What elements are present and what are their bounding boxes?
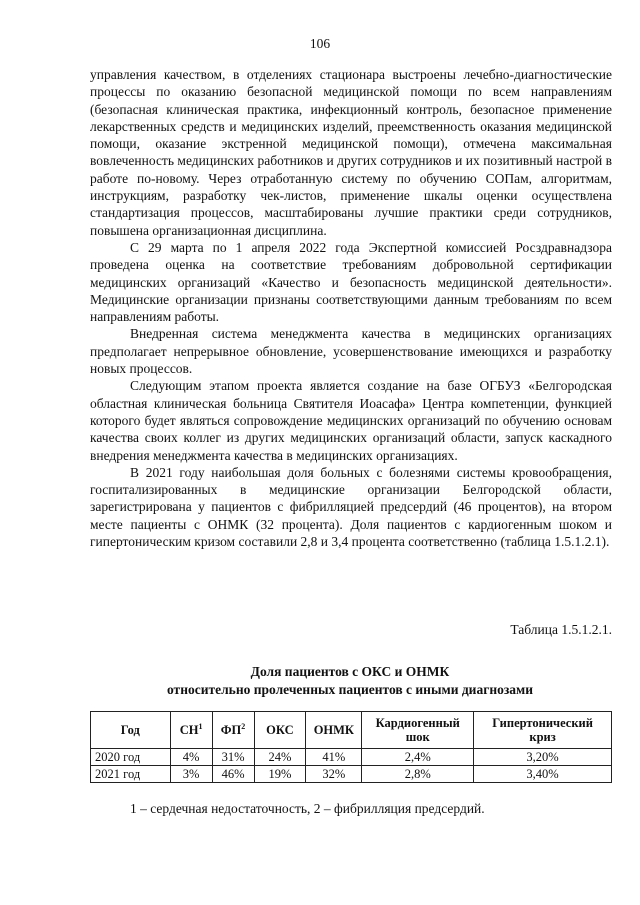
header-crisis: Гипертонический криз xyxy=(474,712,612,749)
header-fp-sup: 2 xyxy=(241,721,246,731)
cell-shock: 2,8% xyxy=(362,766,474,783)
cell-fp: 31% xyxy=(212,749,254,766)
header-shock: Кардиогенный шок xyxy=(362,712,474,749)
paragraph-3: Внедренная система менеджмента качества в медицинских организациях предполагает непрерывное обновление, усовершенствование имеющихся и разработку новых процессов. xyxy=(90,326,612,377)
header-sn xyxy=(170,712,212,749)
cell-sn: 4% xyxy=(170,749,212,766)
cell-onmk: 32% xyxy=(306,766,362,783)
header-year: Год xyxy=(91,712,171,749)
header-onmk: ОНМК xyxy=(306,712,362,749)
cell-year: 2021 год xyxy=(91,766,171,783)
table-row xyxy=(91,749,612,766)
paragraph-4: Следующим этапом проекта является создание на базе ОГБУЗ «Белгородская областная клиническая больница Святителя Иоасафа» Центра компетенции, функцией которого будет являться сопровождение медицинских организаций по обучению основам качества своих коллег из других медицинских организаций области, запуск каскадного внедрения менеджмента качества в медицинских организациях. xyxy=(90,378,612,463)
table-title-line-1: Доля пациентов с ОКС и ОНМК xyxy=(250,664,450,679)
header-fp xyxy=(212,712,254,749)
paragraph-2: С 29 марта по 1 апреля 2022 года Экспертной комиссией Росздравнадзора проведена оценка на соответствие требованиям добровольной сертификации медицинских организаций «Качество и безопасность медицинской деятельности». Медицинские организации признаны соответствующими данным требованиям по всем направлениям работы. xyxy=(90,239,612,325)
cell-fp: 46% xyxy=(212,766,254,783)
page-number: 106 xyxy=(309,36,331,51)
cell-year: 2020 год xyxy=(91,749,171,766)
cell-crisis: 3,40% xyxy=(474,766,612,783)
header-sn-label: СН xyxy=(179,723,199,737)
paragraph-1: управления качеством, в отделениях стационара выстроены лечебно-диагностические процессы по оказанию безопасной медицинской помощи по всем направлениям (безопасная клиническая практика, инфекционный контроль, безопасное применение лекарственных средств и медицинских изделий, преемственность оказания медицинской помощи, оказание экстренной медицинской помощи), отмечена максимальная вовлеченность медицинских работников и других сотрудников и их позитивный настрой в работе по-новому. Через отработанную систему по обучению СОПам, алгоритмам, инструкциям, разработку чек-листов, применение шкалы оценки осуществлена стандартизация процессов, масштабированы лучшие практики среди сотрудников, повышена организационная дисциплина. xyxy=(90,67,612,238)
table-header-row xyxy=(91,712,612,749)
header-sn-sup: 1 xyxy=(198,721,203,731)
header-oks: ОКС xyxy=(254,712,306,749)
header-fp-label: ФП xyxy=(220,723,242,737)
cell-crisis: 3,20% xyxy=(474,749,612,766)
body-text xyxy=(90,66,612,550)
data-table xyxy=(90,711,612,783)
table-title-line-2: относительно пролеченных пациентов с иными диагнозами xyxy=(166,682,534,697)
table-reference: Таблица 1.5.1.2.1. xyxy=(510,622,612,637)
cell-shock: 2,4% xyxy=(362,749,474,766)
footnote: 1 – сердечная недостаточность, 2 – фибрилляция предсердий. xyxy=(130,801,485,816)
paragraph-5: В 2021 году наибольшая доля больных с болезнями системы кровообращения, госпитализированных в медицинские организации Белгородской области, зарегистрирована у пациентов с фибрилляцией предсердий (46 процентов), на втором месте пациенты с ОНМК (32 процента). Доля пациентов с кардиогенным шоком и гипертоническим кризом составили 2,8 и 3,4 процента соответственно (таблица 1.5.1.2.1). xyxy=(90,464,612,550)
table-row xyxy=(91,766,612,783)
cell-onmk: 41% xyxy=(306,749,362,766)
cell-sn: 3% xyxy=(170,766,212,783)
cell-oks: 24% xyxy=(254,749,306,766)
cell-oks: 19% xyxy=(254,766,306,783)
table-title xyxy=(90,663,610,699)
